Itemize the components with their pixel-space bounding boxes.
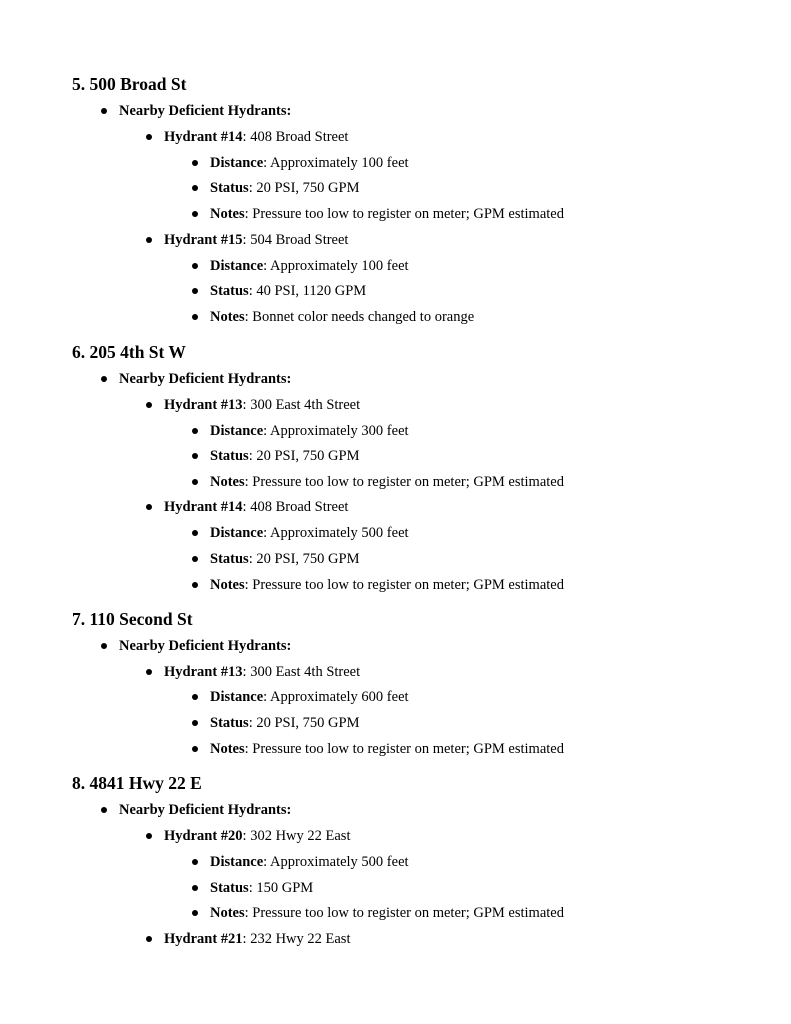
status-value: : 20 PSI, 750 GPM (248, 448, 360, 464)
bullet-icon (192, 910, 198, 916)
section-heading: 6. 205 4th St W (72, 342, 186, 362)
bullet-icon (146, 936, 152, 942)
bullet-icon (192, 885, 198, 891)
distance-value: : Approximately 600 feet (263, 689, 409, 705)
bullet-icon (101, 108, 107, 114)
hydrant-name: Hydrant #14 (164, 129, 243, 145)
hydrant-address: : 504 Broad Street (242, 232, 349, 248)
notes-label: Notes (210, 309, 245, 325)
section-heading: 5. 500 Broad St (72, 74, 187, 94)
status-label: Status (210, 880, 249, 896)
nearby-label: Nearby Deficient Hydrants: (119, 371, 292, 387)
distance-label: Distance (210, 854, 264, 870)
notes-label: Notes (210, 206, 245, 222)
bullet-icon (192, 582, 198, 588)
bullet-icon (101, 643, 107, 649)
status-label: Status (210, 715, 249, 731)
notes-value: : Bonnet color needs changed to orange (244, 309, 475, 325)
hydrant-name: Hydrant #14 (164, 499, 243, 515)
bullet-icon (192, 720, 198, 726)
distance-label: Distance (210, 525, 264, 541)
bullet-icon (146, 402, 152, 408)
bullet-icon (192, 859, 198, 865)
bullet-icon (101, 807, 107, 813)
status-value: : 20 PSI, 750 GPM (248, 551, 360, 567)
distance-value: : Approximately 100 feet (263, 258, 409, 274)
section-heading: 8. 4841 Hwy 22 E (72, 773, 202, 793)
notes-label: Notes (210, 577, 245, 593)
status-value: : 150 GPM (248, 880, 314, 896)
notes-value: : Pressure too low to register on meter; GPM estimated (244, 206, 564, 222)
hydrant-address: : 300 East 4th Street (242, 397, 361, 413)
hydrant-address: : 302 Hwy 22 East (242, 828, 351, 844)
notes-value: : Pressure too low to register on meter; GPM estimated (244, 577, 564, 593)
status-label: Status (210, 180, 249, 196)
bullet-icon (146, 134, 152, 140)
bullet-icon (146, 237, 152, 243)
status-label: Status (210, 448, 249, 464)
nearby-label: Nearby Deficient Hydrants: (119, 802, 292, 818)
notes-label: Notes (210, 741, 245, 757)
status-value: : 40 PSI, 1120 GPM (248, 283, 367, 299)
hydrant-address: : 408 Broad Street (242, 499, 349, 515)
bullet-icon (192, 314, 198, 320)
hydrant-name: Hydrant #21 (164, 931, 243, 947)
distance-label: Distance (210, 155, 264, 171)
notes-value: : Pressure too low to register on meter; GPM estimated (244, 474, 564, 490)
hydrant-name: Hydrant #13 (164, 397, 243, 413)
hydrant-name: Hydrant #20 (164, 828, 243, 844)
bullet-icon (146, 833, 152, 839)
distance-value: : Approximately 500 feet (263, 854, 409, 870)
hydrant-address: : 300 East 4th Street (242, 664, 361, 680)
notes-value: : Pressure too low to register on meter; GPM estimated (244, 905, 564, 921)
distance-label: Distance (210, 423, 264, 439)
bullet-icon (192, 694, 198, 700)
notes-value: : Pressure too low to register on meter; GPM estimated (244, 741, 564, 757)
section-heading: 7. 110 Second St (72, 609, 193, 629)
bullet-icon (192, 746, 198, 752)
bullet-icon (192, 530, 198, 536)
hydrant-name: Hydrant #13 (164, 664, 243, 680)
bullet-icon (192, 288, 198, 294)
bullet-icon (192, 185, 198, 191)
bullet-icon (192, 211, 198, 217)
distance-value: : Approximately 100 feet (263, 155, 409, 171)
bullet-icon (146, 669, 152, 675)
status-value: : 20 PSI, 750 GPM (248, 715, 360, 731)
bullet-icon (192, 160, 198, 166)
bullet-icon (192, 263, 198, 269)
nearby-label: Nearby Deficient Hydrants: (119, 638, 292, 654)
notes-label: Notes (210, 474, 245, 490)
bullet-icon (101, 376, 107, 382)
distance-value: : Approximately 300 feet (263, 423, 409, 439)
nearby-label: Nearby Deficient Hydrants: (119, 103, 292, 119)
hydrant-name: Hydrant #15 (164, 232, 243, 248)
bullet-icon (192, 428, 198, 434)
bullet-icon (192, 479, 198, 485)
status-value: : 20 PSI, 750 GPM (248, 180, 360, 196)
status-label: Status (210, 551, 249, 567)
distance-label: Distance (210, 689, 264, 705)
bullet-icon (146, 504, 152, 510)
bullet-icon (192, 453, 198, 459)
status-label: Status (210, 283, 249, 299)
distance-value: : Approximately 500 feet (263, 525, 409, 541)
distance-label: Distance (210, 258, 264, 274)
bullet-icon (192, 556, 198, 562)
hydrant-address: : 232 Hwy 22 East (242, 931, 351, 947)
hydrant-address: : 408 Broad Street (242, 129, 349, 145)
notes-label: Notes (210, 905, 245, 921)
